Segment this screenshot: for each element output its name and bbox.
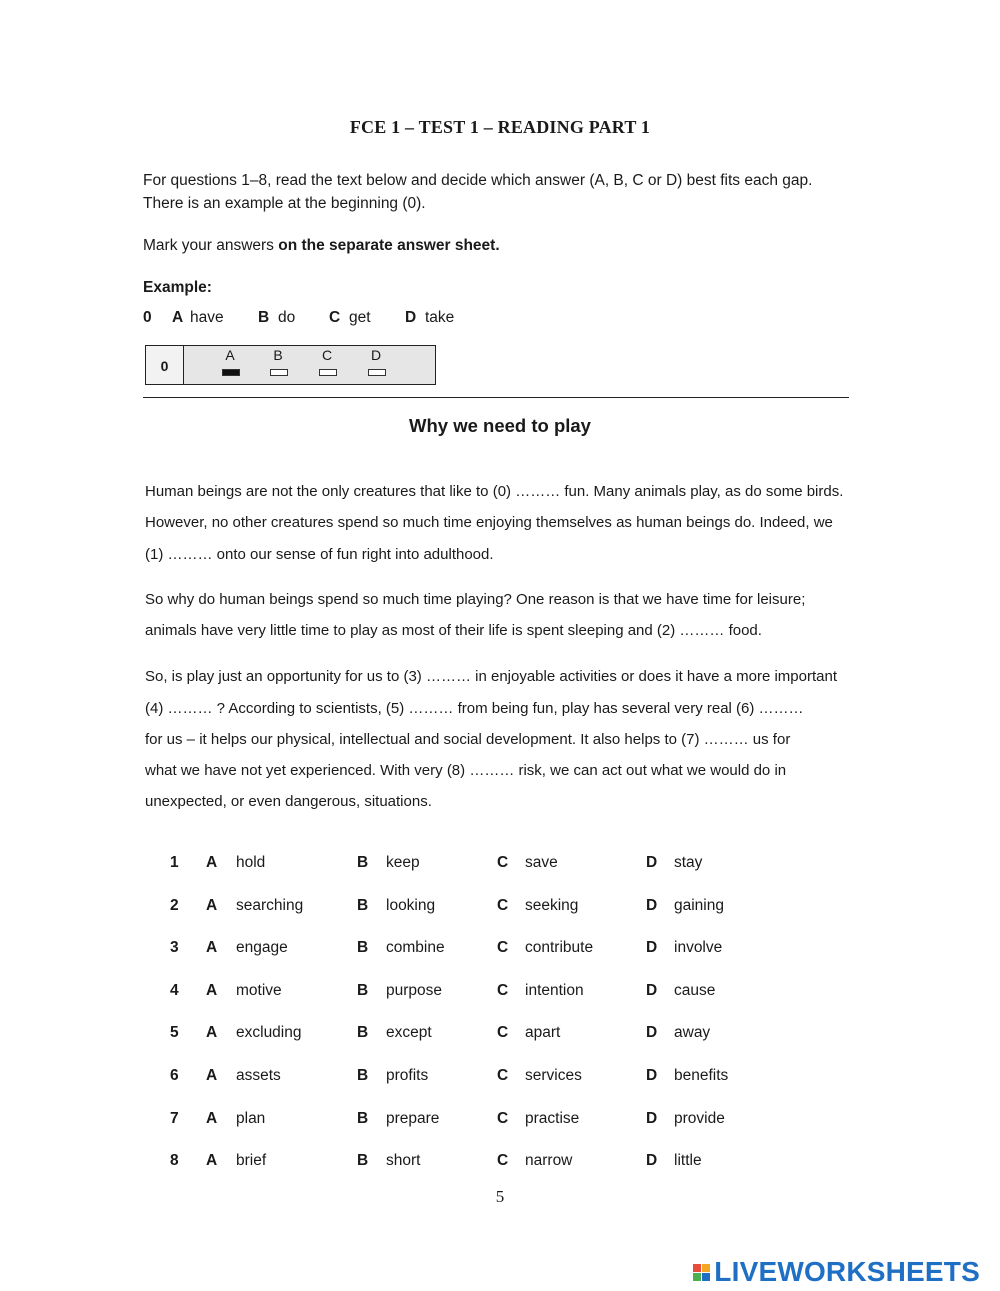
passage-line: what we have not yet experienced. With very (8) ……… risk, we can act out what we would do in — [145, 762, 787, 779]
option-letter-d: D — [646, 1024, 658, 1042]
passage-line: unexpected, or even dangerous, situations. — [145, 793, 432, 810]
option-word-b: combine — [386, 939, 445, 957]
option-word-c: narrow — [525, 1152, 573, 1170]
question-number: 3 — [170, 939, 179, 957]
liveworksheets-logo-icon — [693, 1264, 710, 1281]
option-letter-b: B — [357, 981, 369, 999]
example-option-letter: D — [405, 309, 417, 326]
divider — [143, 397, 849, 398]
example-option-letter: C — [329, 309, 341, 326]
option-letter-a: A — [206, 1024, 218, 1042]
answer-lozenge — [368, 369, 386, 376]
answer-option-letter: C — [321, 347, 333, 363]
passage-line: So, is play just an opportunity for us to (3) ……… in enjoyable activities or does it have a more important — [145, 668, 837, 685]
option-word-b: purpose — [386, 981, 443, 999]
option-word-a: brief — [236, 1152, 267, 1170]
option-letter-b: B — [357, 1152, 369, 1170]
passage-line: animals have very little time to play as most of their life is spent sleeping and (2) ……… food. — [145, 622, 762, 639]
option-letter-c: C — [497, 896, 509, 914]
option-letter-a: A — [206, 854, 218, 871]
answer-lozenge — [319, 369, 337, 376]
answer-box-number: 0 — [146, 346, 184, 384]
instructions-text — [143, 169, 863, 215]
option-letter-a: A — [206, 896, 218, 914]
logo-square — [702, 1264, 710, 1272]
option-word-c: apart — [525, 1024, 561, 1042]
option-letter-b: B — [357, 1067, 369, 1084]
option-word-b: prepare — [386, 1109, 440, 1127]
option-letter-d: D — [646, 1067, 658, 1084]
option-letter-d: D — [646, 896, 658, 914]
answer-option-letter: D — [370, 347, 382, 363]
option-word-b: looking — [386, 896, 436, 914]
option-letter-c: C — [497, 1067, 509, 1084]
option-word-b: except — [386, 1024, 432, 1042]
logo-square — [693, 1273, 701, 1281]
answer-lozenge — [270, 369, 288, 376]
question-number: 6 — [170, 1067, 179, 1084]
option-letter-c: C — [497, 854, 509, 871]
example-label: Example: — [143, 279, 212, 296]
option-word-c: save — [525, 854, 558, 871]
option-letter-c: C — [497, 1152, 509, 1170]
option-letter-c: C — [497, 1024, 509, 1042]
option-word-a: hold — [236, 854, 266, 871]
option-letter-b: B — [357, 1024, 369, 1042]
option-letter-b: B — [357, 896, 369, 914]
option-word-d: benefits — [674, 1067, 729, 1084]
option-word-a: assets — [236, 1067, 281, 1084]
passage-line: Human beings are not the only creatures that like to (0) ……… fun. Many animals play, as do some birds. — [145, 483, 844, 500]
option-word-c: contribute — [525, 939, 594, 957]
option-word-c: seeking — [525, 896, 579, 914]
option-word-c: services — [525, 1067, 582, 1084]
example-option-word: have — [190, 309, 224, 326]
option-letter-d: D — [646, 981, 658, 999]
logo-square — [693, 1264, 701, 1272]
passage-line: However, no other creatures spend so much time enjoying themselves as human beings do. Indeed, we — [145, 514, 833, 531]
passage-line: (1) ……… onto our sense of fun right into adulthood. — [145, 546, 494, 563]
option-word-a: searching — [236, 896, 304, 914]
answer-lozenge-filled — [222, 369, 240, 376]
option-letter-c: C — [497, 1109, 509, 1127]
page-number: 5 — [495, 1187, 505, 1206]
passage-heading: Why we need to play — [409, 415, 591, 436]
option-letter-c: C — [497, 939, 509, 957]
page-title: FCE 1 – TEST 1 – READING PART 1 — [349, 117, 651, 137]
option-word-c: practise — [525, 1109, 580, 1127]
option-letter-b: B — [357, 939, 369, 957]
option-word-a: motive — [236, 981, 282, 999]
option-word-a: plan — [236, 1109, 266, 1127]
option-letter-b: B — [357, 854, 369, 871]
mark-instructions-bold: on the separate answer sheet. — [278, 237, 500, 254]
answer-option-a — [220, 347, 240, 363]
option-word-b: profits — [386, 1067, 429, 1084]
example-option-word: get — [349, 309, 371, 326]
answer-option-letter: A — [225, 347, 235, 363]
option-word-a: engage — [236, 939, 288, 957]
question-number: 4 — [170, 981, 179, 999]
option-letter-a: A — [206, 939, 218, 957]
question-number: 1 — [170, 854, 179, 871]
brand-name: LIVEWORKSHEETS — [714, 1256, 980, 1287]
option-letter-a: A — [206, 981, 218, 999]
option-word-c: intention — [525, 981, 584, 999]
option-word-d: involve — [674, 939, 723, 957]
instructions-line-2: There is an example at the beginning (0). — [143, 195, 426, 212]
mark-instructions — [143, 234, 500, 257]
answer-option-b — [268, 347, 288, 363]
question-number: 5 — [170, 1024, 179, 1042]
brand-watermark — [693, 1256, 980, 1288]
instructions-line-1: For questions 1–8, read the text below and decide which answer (A, B, C or D) best fits each gap. — [143, 172, 813, 189]
option-letter-d: D — [646, 1152, 658, 1170]
passage-line: So why do human beings spend so much time playing? One reason is that we have time for leisure; — [145, 591, 806, 608]
option-word-d: away — [674, 1024, 711, 1042]
passage-line: for us – it helps our physical, intellectual and social development. It also helps to (7) ……… us for — [145, 731, 791, 748]
example-option-word: do — [278, 309, 296, 326]
example-option-letter: A — [172, 309, 184, 326]
option-letter-a: A — [206, 1109, 218, 1127]
option-letter-a: A — [206, 1067, 218, 1084]
question-number: 7 — [170, 1109, 179, 1127]
option-word-d: provide — [674, 1109, 725, 1127]
option-word-d: little — [674, 1152, 702, 1170]
option-word-d: gaining — [674, 896, 724, 914]
answer-option-letter: B — [273, 347, 283, 363]
option-letter-a: A — [206, 1152, 218, 1170]
option-letter-d: D — [646, 1109, 658, 1127]
question-number: 8 — [170, 1152, 179, 1170]
option-letter-c: C — [497, 981, 509, 999]
answer-option-c — [317, 347, 337, 363]
option-letter-d: D — [646, 939, 658, 957]
example-number: 0 — [143, 309, 152, 326]
option-word-b: keep — [386, 854, 420, 871]
option-letter-b: B — [357, 1109, 369, 1127]
example-option-word: take — [425, 309, 455, 326]
option-word-d: cause — [674, 981, 716, 999]
mark-instructions-prefix: Mark your answers — [143, 237, 279, 254]
example-answer-box — [145, 345, 436, 385]
option-word-d: stay — [674, 854, 703, 871]
option-word-b: short — [386, 1152, 421, 1170]
question-number: 2 — [170, 896, 179, 914]
logo-square — [702, 1273, 710, 1281]
option-letter-d: D — [646, 854, 658, 871]
example-option-letter: B — [258, 309, 270, 326]
answer-option-d — [366, 347, 386, 363]
passage-line: (4) ……… ? According to scientists, (5) ……… from being fun, play has several very real (6) ……… — [145, 700, 804, 717]
option-word-a: excluding — [236, 1024, 302, 1042]
